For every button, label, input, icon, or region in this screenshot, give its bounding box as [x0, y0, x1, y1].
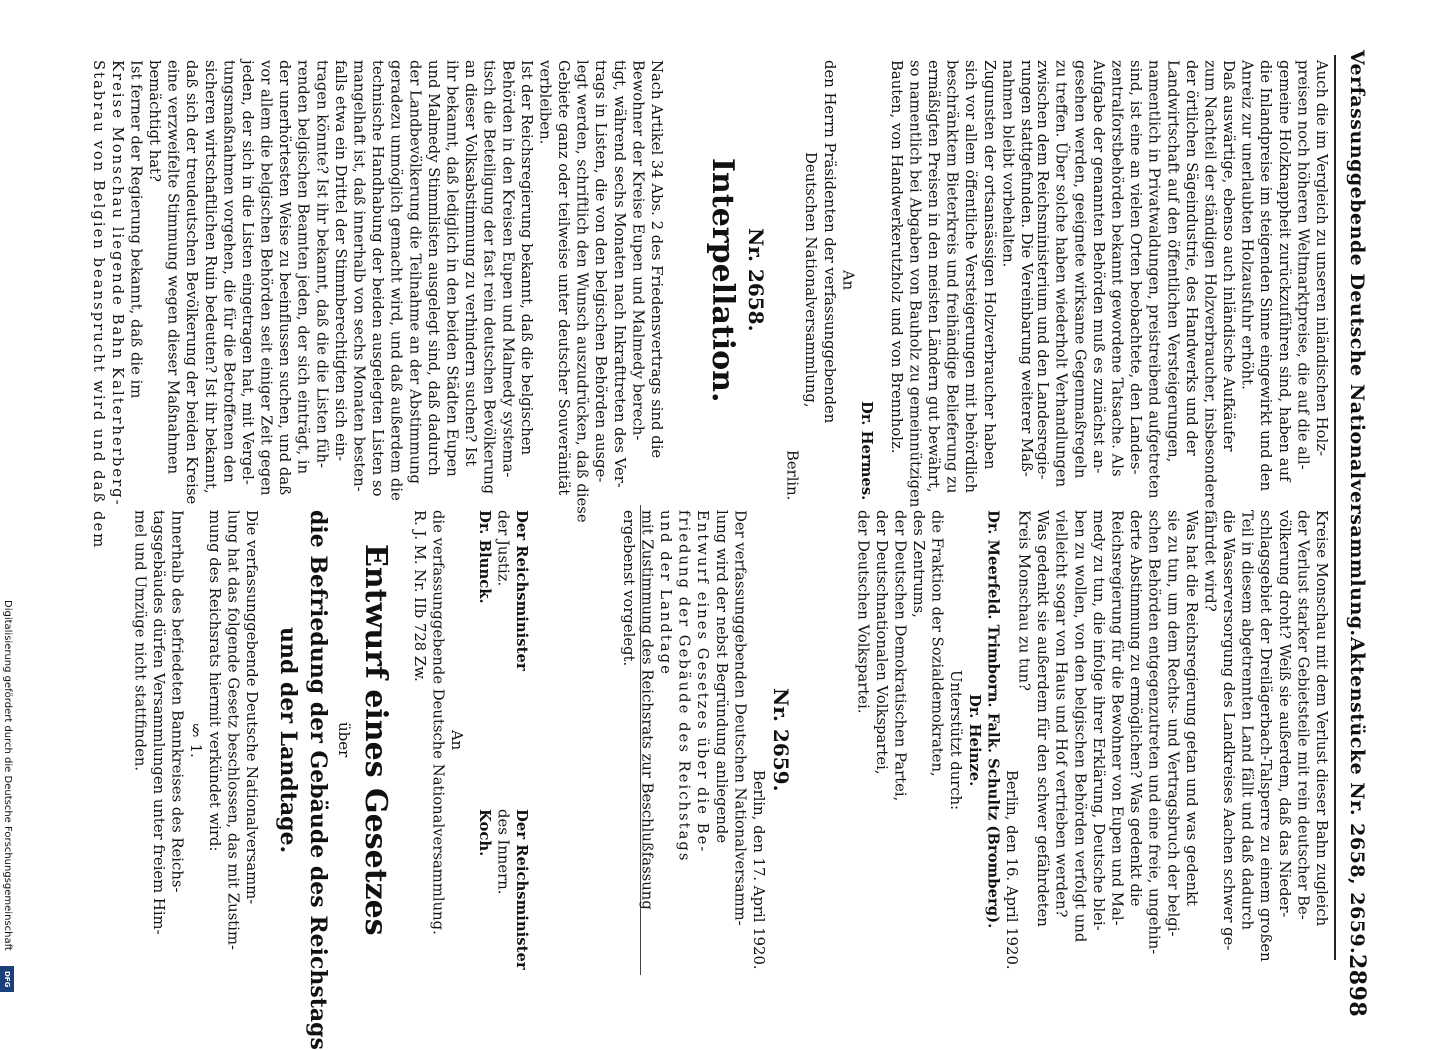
text-line: Der verfassunggebenden Deutschen Nationalversamm- [731, 510, 749, 926]
nr2659-addressee [400, 510, 465, 970]
text-line: mel und Umzüge nicht stattfinden. [131, 510, 149, 772]
text-line: der Landbevölkerung die Teilnahme an der Abstimmung [406, 60, 424, 484]
signature-name: Dr. Hermes. [858, 400, 875, 500]
support-label: Unterstützt durch: [947, 669, 965, 811]
text-line: gesehen werden, geeignete wirksame Gegenmaßregeln [1071, 60, 1089, 479]
minister-interior [470, 809, 530, 970]
timber-text-column [1034, 60, 1330, 509]
text-line: lung wird der nebst Begründung anliegende [712, 510, 730, 844]
header-rule [1334, 55, 1336, 960]
text-line: tungsmaßnahmen vorgehen, die für die Betroffenen den [220, 60, 238, 483]
document-number: Nr. 2659. [769, 688, 793, 792]
signers: Dr. Meerfeld. Trimborn. Falk. Schultz (Bromberg). [984, 510, 1002, 929]
draft-title: Entwurf eines Gesetzes [358, 544, 393, 936]
text-line: legt werden, schriftlich den Wunsch auszudrücken, daß diese [573, 60, 591, 523]
text-line: ihr bekannt, daß lediglich in den beiden Städten Eupen [443, 60, 461, 477]
support-line: die Fraktion der Sozialdemokraten, [928, 510, 946, 777]
text-line: Ist der Reichsregierung bekannt, daß die belgischen [517, 60, 535, 456]
addressee-line: An [448, 729, 465, 751]
text-line: mit Zustimmung des Reichsrats zur Beschlußfassung [638, 510, 656, 910]
text-line: sicheren wirtschaftlichen Ruin bedeuten? Ist ihr bekannt, [201, 60, 219, 494]
text-line: Innerhalb des befriedeten Bannkreises des Reichs- [168, 510, 186, 893]
text-line: zum Nachteil der ständigen Holzverbraucher, insbesondere [1201, 60, 1219, 509]
text-line: schen Behörden entgegenzutreten und eine freie, ungehin- [1145, 510, 1163, 955]
minister-title: des Innern. [494, 809, 512, 895]
text-line: die Inlandpreise im steigenden Sinne eingewirkt und den [1257, 60, 1275, 492]
support-line: der Deutschen Demokratischen Partei, [891, 510, 909, 802]
text-line: rungen stattgefunden. Die Vereinbarung weiterer Maß- [1018, 60, 1035, 477]
text-line: und Malmedy Stimmlisten ausgelegt sind, daß dadurch [424, 60, 442, 476]
text-line: technische Handhabung der beiden ausgelegten Listen so [369, 60, 387, 497]
minister-name: Koch. [475, 809, 493, 857]
text-line: namentlich in Privatwaldungen, preistreibend aufgetreten [1145, 60, 1163, 499]
draft-subtitle: und der Landtage. [275, 626, 301, 854]
text-line: renden belgischen Beamten jeden, der sich einträgt, in [294, 60, 312, 475]
text-line: sind, ist eine an vielen Orten beobachtete, den Landes- [1127, 60, 1145, 475]
bill-title-line: und der Landtage [657, 510, 675, 676]
document-reference: Aktenstücke Nr. 2658, 2659. [1346, 636, 1368, 954]
text-line: Die verfassunggebende Deutsche Nationalversamm- [243, 510, 260, 905]
text-line: tagsgebäudes dürfen Versammlungen unter freiem Him- [150, 510, 168, 935]
nr2659-block [530, 510, 795, 970]
support-line: der Deutschen Volkspartei. [854, 510, 872, 714]
text-line: ergebenst vorgelegt. [619, 510, 637, 667]
text-line: sie zu tun, um dem Rechts- und Vertragsbruch der belgi- [1164, 510, 1182, 937]
dfg-logo: DFG [0, 966, 14, 992]
text-line: falls etwa ein Drittel der Stimmberechtigten sich ein- [331, 60, 349, 462]
text-line: zu treffen. Über solche haben wiederholt Verhandlungen [1052, 60, 1070, 488]
minister-title: der Justiz. [494, 510, 512, 587]
text-line: Reichsregierung für die Bewohner von Eupen und Mal- [1108, 510, 1126, 926]
addressee-line: Berlin. [783, 449, 801, 500]
text-line: Behörden in den Kreisen Eupen und Malmedy systema- [499, 60, 517, 478]
text-line: gemeine Holzknappheit zurückzuführen sind, haben auf [1275, 60, 1293, 482]
file-reference: R. J. M. Nr. IIb 728 Zw. [410, 510, 428, 682]
draft-law-body [95, 510, 260, 970]
text-line: nahmen bleibt vorbehalten. [999, 60, 1017, 268]
text-line: verbleiben. [536, 60, 554, 145]
text-line: tragen könnte? Ist ihr bekannt, daß die die Listen füh- [313, 60, 331, 468]
text-line: preisen noch höheren Weltmarktpreise, die auf die all- [1294, 60, 1312, 470]
draft-law-heading [265, 510, 395, 1050]
text-line: Bewohner der Kreise Eupen und Malmedy berech- [629, 60, 647, 441]
text-line: der Verlust starker Gebietsteile mit rein deutscher Be- [1294, 510, 1312, 920]
minister-title: Der Reichsminister [513, 510, 530, 671]
minister-name: Dr. Blunck. [475, 510, 493, 604]
text-line: der örtlichen Sägeindustrie, des Handwerks und der [1182, 60, 1200, 456]
text-line: medy zu tun, die infolge ihrer Erklärung, Deutsche blei- [1089, 510, 1107, 931]
text-line: jeden, der sich in die Listen eingetragen hat, mit Vergel- [238, 60, 256, 485]
text-line: Was hat die Reichsregierung getan und was gedenkt [1182, 510, 1200, 906]
minister-signatures [470, 510, 530, 970]
hermes-signature-block [780, 60, 875, 500]
text-line: die Wasserversorgung des Landkreises Aachen schwer ge- [1220, 510, 1238, 951]
text-line: Gebiete ganz oder teilweise unter deutscher Souveränität [555, 60, 573, 496]
text-line: Bauten, von Handwerkerutzholz und von Brennholz. [887, 60, 905, 454]
text-line: geradezu unmöglich gemacht wird, und daß außerdem die [387, 60, 405, 501]
text-line: mung des Reichsrats hiermit verkündet wird: [205, 510, 223, 852]
interpellation-heading [670, 60, 770, 500]
minister-title: Der Reichsminister [513, 809, 530, 970]
text-line: tigt, während sechs Monaten nach Inkrafttreten des Ver- [610, 60, 628, 488]
page-header [1340, 50, 1374, 1018]
text-line: derte Abstimmung zu ermöglichen? Was gedenkt die [1127, 510, 1145, 907]
text-line: lung hat das folgende Gesetz beschlossen, das mit Zustim- [224, 510, 242, 951]
text-line: ben zu wollen, von den belgischen Behörden verfolgt und [1071, 510, 1089, 943]
text-line: vor allem die belgischen Behörden seit einiger Zeit gegen [257, 60, 275, 496]
text-line: fährdet wird? [1201, 510, 1219, 612]
addressee-line: den Herrn Präsidenten der verfassunggebenden [820, 60, 838, 424]
text-line: Ist ferner der Regierung bekannt, daß die im [127, 60, 145, 399]
date-line: Berlin, den 17. April 1920. [750, 770, 767, 970]
signer: Dr. Heinze. [965, 693, 983, 787]
text-line: zentralforstbehörden bekannt gewordene Tatsache. Als [1108, 60, 1126, 477]
interpellation-signatures [800, 510, 1020, 970]
addressee-line: die verfassunggebende Deutsche Nationalversammlung. [429, 510, 447, 935]
text-line: mangelhaft ist, daß innerhalb von sechs Monaten besten- [350, 60, 368, 492]
text-line: Kreise Monschau mit dem Verlust dieser Bahn zugleich [1313, 510, 1330, 927]
text-line: an dieser Volksabstimmung zu verhindern suchen? Ist [462, 60, 480, 467]
text-line: Teil in diesem abgetrennten Land fällt und daß dadurch [1238, 510, 1256, 931]
bill-title-line: friedung der Gebäude des Reichstags [675, 510, 693, 863]
text-line: Stabrau von Belgien beansprucht wird und daß dem [90, 60, 108, 550]
text-line: sich vor allem öffentliche Versteigerungen mit behördlich [962, 60, 980, 493]
draft-over: über [335, 722, 353, 758]
minister-justice [470, 510, 530, 671]
page-number: 2898 [1344, 953, 1370, 1018]
text-line: Was gedenkt sie außerdem für den schwer gefährdeten [1034, 510, 1052, 927]
text-line: tisch die Beteiligung der fast rein deutschen Bevölkerung [480, 60, 498, 495]
document-title: Interpellation. [705, 157, 740, 403]
journal-title: Verfassunggebende Deutsche Nationalversammlung. [1346, 50, 1368, 637]
text-line: Zugunsten der ortsansässigen Holzverbraucher haben [980, 60, 998, 470]
bill-title-line: Entwurf eines Gesetzes über die Be- [694, 510, 712, 854]
text-line: Kreis Monschau zu tun? [1015, 510, 1033, 691]
text-line: trags in Listen, die von den belgischen Behörden ausge- [592, 60, 610, 483]
text-line: Daß auswärtige, ebenso auch inländische Aufkäufer [1220, 60, 1238, 452]
support-line: des Zentrums, [910, 510, 928, 618]
text-line: zwischen dem Reichsministerium und den Landesregie- [1034, 60, 1052, 480]
text-line: schlagsgebiet der Dreilägerbach-Talsperre zu einem großen [1257, 510, 1275, 962]
addressee-line: An [839, 269, 857, 291]
text-line: vielleicht sogar von Haus und Hof vertrieben werden? [1052, 510, 1070, 918]
text-line: so namentlich bei Abgaben von Bauholz zu gemeinnützigen [906, 60, 924, 508]
text-line: Kreise Monschau liegende Bahn Kalterherberg- [108, 60, 126, 507]
text-line: Landwirtschaft auf den öffentlichen Versteigerungen, [1164, 60, 1182, 463]
document-number: Nr. 2658. [744, 228, 768, 332]
text-line: ermäßigten Preisen in den meisten Ländern gut bewährt, [925, 60, 943, 493]
support-line: der Deutschnationalen Volkspartei, [872, 510, 890, 775]
text-line: Anreiz zur unerlaubten Holzausfuhr erhöht. [1238, 60, 1256, 390]
interpellation-continuation [1015, 510, 1330, 970]
text-line: Nach Artikel 34 Abs. 2 des Friedensvertrags sind die [648, 60, 665, 459]
digitization-credit: Digitalisierung gefördert durch die Deutsche Forschungsgemeinschaft [2, 600, 13, 951]
text-line: Aufgabe der genannten Behörden muß es zunächst an- [1089, 60, 1107, 474]
text-line: Auch die im Vergleich zu unseren inländischen Holz- [1313, 60, 1330, 457]
date-line: Berlin, den 16. April 1920. [1003, 770, 1020, 970]
text-line: beschränktem Bieterkreis und freihändige Belieferung zu [943, 60, 961, 494]
text-line: völkerung droht? Weiß sie außerdem, daß das Nieder- [1275, 510, 1293, 918]
timber-text-column-continued [880, 60, 1035, 508]
text-line: eine verzweifelte Stimmung wegen dieser Maßnahmen [164, 60, 182, 475]
addressee-line: Deutschen Nationalversammlung, [802, 152, 820, 408]
text-line: daß sich der treudeutschen Bevölkerung der beiden Kreise [183, 60, 201, 505]
text-line: bemächtigt hat? [145, 60, 163, 182]
paragraph-label: § 1. [187, 722, 205, 758]
draft-subtitle: die Befriedung der Gebäude des Reichstags [305, 510, 331, 1050]
text-line: der unerhörtesten Weise zu beeinflussen suchen, und daß [276, 60, 294, 496]
